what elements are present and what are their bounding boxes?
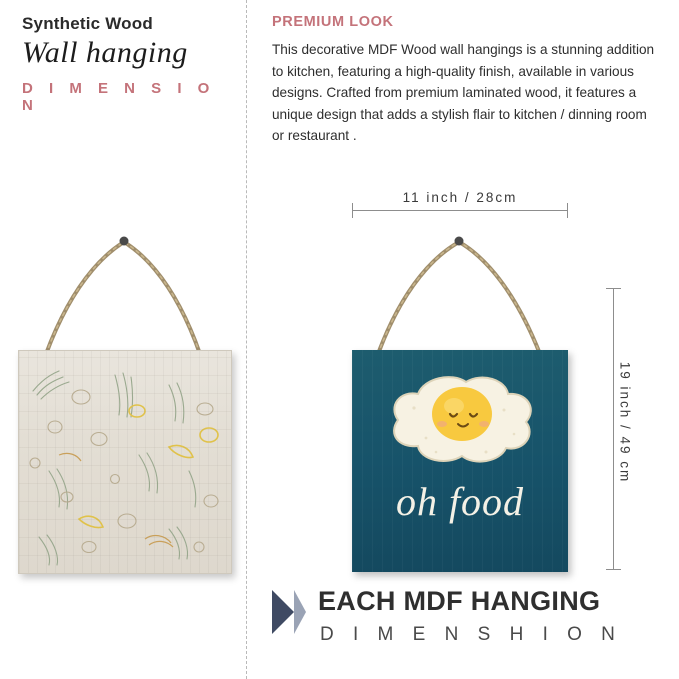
height-measurement-cap-top	[606, 288, 621, 289]
right-board-surface	[352, 350, 568, 572]
height-measurement	[600, 288, 633, 570]
width-measurement-cap-right	[567, 203, 568, 218]
width-measurement-label: 11 inch / 28cm	[402, 190, 518, 205]
oh-food-plaque	[352, 228, 568, 580]
fried-egg-illustration	[374, 368, 546, 472]
left-header-line3: D I M E N S I O N	[22, 80, 216, 114]
vegetable-pattern-plaque	[18, 228, 230, 580]
width-measurement-cap-left	[352, 203, 353, 218]
footer-line2: D I M E N S H I O N	[320, 624, 622, 645]
rope-left	[18, 228, 230, 358]
height-measurement-line	[613, 288, 614, 570]
rope-right	[352, 228, 568, 358]
footer-line1: EACH MDF HANGING	[318, 586, 601, 616]
left-board-surface	[18, 350, 232, 574]
width-measurement-line	[352, 210, 568, 211]
premium-look-title: PREMIUM LOOK	[272, 14, 394, 30]
oh-food-text: oh food	[395, 479, 525, 524]
product-description: This decorative MDF Wood wall hangings is a stunning addition to kitchen, featuring a high-quality finish, available in various designs. Crafted from premium laminated wood, it features a unique design that adds a stylish flair to kitchen / dinning room or restaurant .	[272, 42, 655, 143]
triangle-dark-icon	[272, 590, 294, 634]
left-header-line1: Synthetic Wood	[22, 14, 153, 33]
left-header-block	[22, 14, 242, 114]
vegetable-doodles	[19, 351, 231, 573]
width-measurement	[352, 190, 568, 214]
right-header-block	[272, 14, 662, 147]
height-measurement-cap-bottom	[606, 569, 621, 570]
vertical-divider	[246, 0, 247, 679]
height-measurement-label: 19 inch / 49 cm	[616, 303, 635, 543]
left-header-line2: Wall hanging	[22, 36, 188, 69]
triangle-light-icon	[294, 590, 306, 634]
